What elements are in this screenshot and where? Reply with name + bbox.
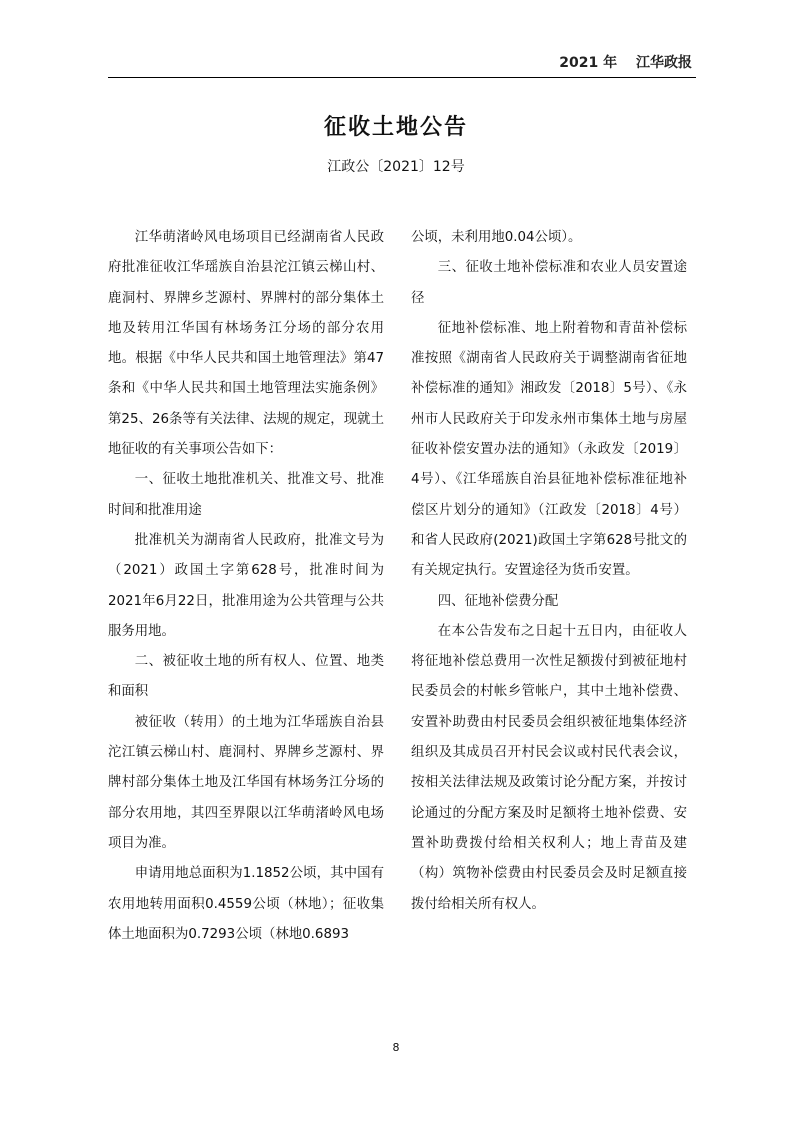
running-header bbox=[108, 52, 692, 76]
paragraph-land-area: 申请用地总面积为1.1852公顷，其中国有农用地转用面积0.4559公顷（林地）；征收集体土地面积为0.7293公顷（林地0.6893 bbox=[108, 866, 384, 942]
header-rule bbox=[108, 77, 696, 78]
header-year: 2021 年 bbox=[559, 55, 618, 71]
document-number: 江政公〔2021〕12号 bbox=[327, 159, 465, 175]
paragraph-compensation-distribution: 在本公告发布之日起十五日内，由征收人将征地补偿总费用一次性足额拨付到被征地村民委员会的村帐乡管帐户，其中土地补偿费、安置补助费由村民委员会组织被征地集体经济组织及其成员召开村民会议或村民代表会议，按相关法律法规及政策讨论分配方案，并按讨论通过的分配方案及时足额将土地补偿费、安置补助费拨付给相关权利人；地上青苗及建（构）筑物补偿费由村民委员会及时足额直接拨付给相关所有权人。 bbox=[411, 623, 687, 912]
section-heading-2: 二、被征收土地的所有权人、位置、地类和面积 bbox=[108, 654, 384, 700]
page-number: 8 bbox=[392, 1041, 400, 1054]
section-heading-4: 四、征地补偿费分配 bbox=[437, 593, 559, 609]
right-column bbox=[411, 223, 687, 920]
paragraph-compensation-standard: 征地补偿标准、地上附着物和青苗补偿标准按照《湖南省人民政府关于调整湖南省征地补偿标准的通知》湘政发〔2018〕5号）、《永州市人民政府关于印发永州市集体土地与房屋征收补偿安置办法的通知》（永政发〔2019〕4号）、《江华瑶族自治县征地补偿标准征地补偿区片划分的通知》（江政发〔2018〕4号）和省人民政府(2021)政国土字第628号批文的有关规定执行。安置途径为货币安置。 bbox=[411, 320, 687, 579]
left-column bbox=[108, 223, 384, 950]
paragraph-approval: 批准机关为湖南省人民政府，批准文号为（2021）政国土字第628号，批准时间为2021年6月22日，批准用途为公共管理与公共服务用地。 bbox=[108, 532, 384, 639]
section-heading-3: 三、征收土地补偿标准和农业人员安置途径 bbox=[411, 260, 687, 306]
page-title: 征收土地公告 bbox=[323, 115, 468, 140]
header-publication: 江华政报 bbox=[636, 55, 692, 71]
section-heading-1: 一、征收土地批准机关、批准文号、批准时间和批准用途 bbox=[108, 472, 384, 518]
paragraph-intro: 江华萌渚岭风电场项目已经湖南省人民政府批准征收江华瑶族自治县沱江镇云梯山村、鹿洞村、界牌乡芝源村、界牌村的部分集体土地及转用江华国有林场务江分场的部分农用地。根据《中华人民共和国土地管理法》第47条和《中华人民共和国土地管理法实施条例》第25、26条等有关法律、法规的规定，现就土地征收的有关事项公告如下： bbox=[108, 230, 384, 458]
paragraph-area-continuation: 公顷，未利用地0.04公顷）。 bbox=[411, 230, 582, 245]
paragraph-land-location: 被征收（转用）的土地为江华瑶族自治县沱江镇云梯山村、鹿洞村、界牌乡芝源村、界牌村部分集体土地及江华国有林场务江分场的部分农用地，其四至界限以江华萌渚岭风电场项目为准。 bbox=[108, 714, 384, 851]
